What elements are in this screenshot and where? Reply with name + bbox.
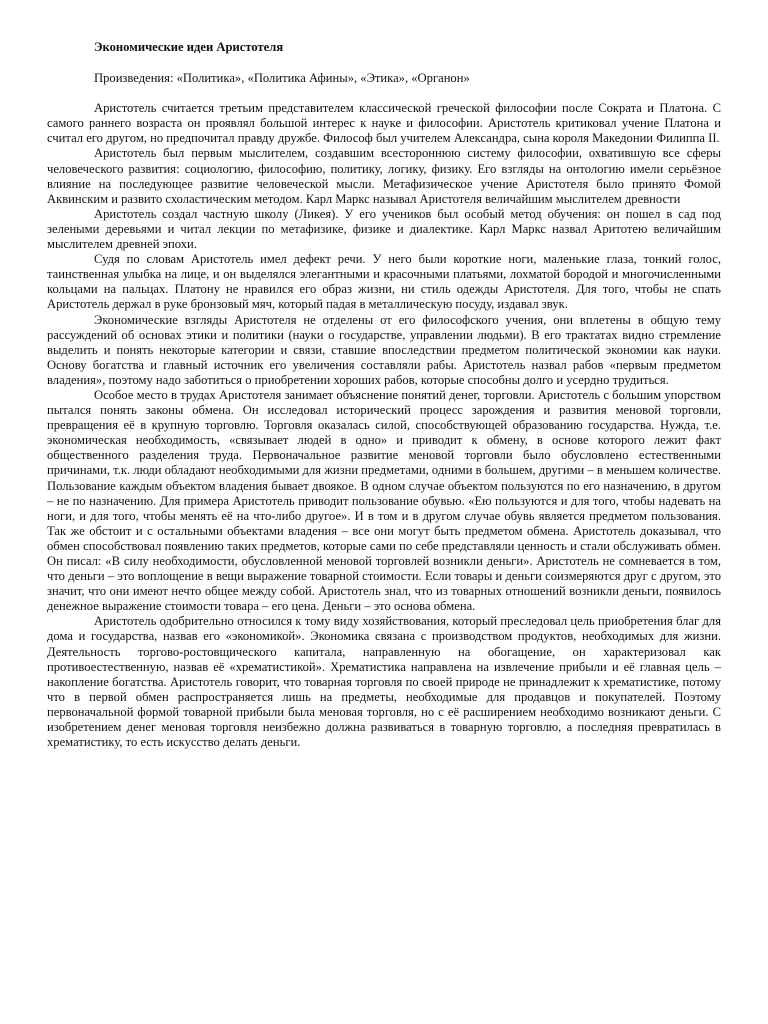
document-page (47, 40, 721, 750)
paragraph-appearance: Судя по словам Аристотель имел дефект речи. У него были короткие ноги, маленькие глаза, тонкий голос, таинственная улыбка на лице, и он выделялся элегантными и красочными платьями, лохматой бородой и многочисленными кольцами на пальцах. Платону не нравился его образ жизни, ни стиль одежды Аристотеля. Для того, чтобы не спать Аристотель держал в руке бронзовый мяч, который падая в металлическую посуду, издавал звук. (47, 252, 721, 312)
paragraph-lyceum: Аристотель создал частную школу (Ликея). У его учеников был особый метод обучения: он пошел в сад под зелеными деревьями и читал лекции по метафизике, физике и диалектике. Карл Маркс назвал Аритотею величайшим мыслителем древней эпохи. (47, 206, 721, 252)
paragraph-chrematistics: Аристотель одобрительно относился к тому виду хозяйствования, который преследовал цель приобретения благ для дома и государства, назвав его «экономикой». Экономика связана с производством продуктов, необходимых для жизни. Деятельность торгово-ростовщического капитала, направленную на обогащение, он характеризовал как противоестественную, назвав её «хрематистикой». Хрематистика направлена на извлечение прибыли и её главная цель – накопление богатства. Аристотель говорит, что товарная торговля по своей природе не принадлежит к хрематистике, потому что в первой обмен распространяется лишь на предметы, необходимые для продавцов и покупателей. Поэтому первоначальной формой товарной прибыли была меновая торговля, но с её расширением необходимо возникают деньги. С изобретением денег меновая торговля неизбежно должна развиваться в товарную торговлю, а последняя превратилась в хрематистику, то есть искусство делать деньги. (47, 614, 721, 750)
paragraph-philosophy-system: Аристотель был первым мыслителем, создавшим всестороннюю систему философии, охватившую все сферы человеческого развития: социологию, философию, политику, логику, физику. Его взгляды на онтологию имели серьёзное влияние на последующее развитие человеческой мысли. Метафизическое учение Аристотеля было принято Фомой Аквинским и развито схоластическим методом. Карл Маркс называл Аристотеля величайшим мыслителем древности (47, 146, 721, 206)
works-line: Произведения: «Политика», «Политика Афины», «Этика», «Органон» (94, 71, 470, 86)
paragraph-money-trade: Особое место в трудах Аристотеля занимает объяснение понятий денег, торговли. Аристотель с большим упорством пытался понять законы обмена. Он исследовал исторический процесс зарождения и развития меновой торговли, превращения её в крупную торговлю. Торговля оказалась силой, способствующей образованию государства. Нужда, т.е. экономическая необходимость, «связывает людей в одно» и приводит к обмену, в основе которого лежит факт общественного разделения труда. Первоначальное развитие меновой торговли было обусловлено естественными причинами, т.к. люди обладают необходимыми для жизни предметами, одними в большем, другими – в меньшем количестве. Пользование каждым объектом владения бывает двоякое. В одном случае объектом пользуются по его назначению, в другом – не по назначению. Для примера Аристотель приводит пользование обувью. «Ею пользуются и для того, чтобы надевать на ноги, и для того, чтобы менять её на что-либо другое». И в том и в другом случае обувь является предметом пользования. Так же обстоит и с остальными объектами владения – все они могут быть предметом обмена. Аристотель доказывал, что обмен способствовал появлению таких предметов, которые сами по себе представляли ценность и стали обслуживать обмен. Он писал: «В силу необходимости, обусловленной меновой торговлей возникли деньги». Аристотель не сомневается в том, что деньги – это воплощение в вещи выражение товарной стоимости. Если товары и деньги соизмеряются друг с другом, это значит, что они имеют нечто общее между собой. Аристотель знал, что из товарных отношений возникли деньги, появилось денежное выражение стоимости товара – его цена. Деньги – это основа обмена. (47, 387, 721, 614)
paragraph-economic-views: Экономические взгляды Аристотеля не отделены от его философского учения, они вплетены в общую тему рассуждений об основах этики и политики (науки о государстве, управлении людьми). В его трактатах видно стремление выделить и понять некоторые категории и связи, ставшие впоследствии предметом политической экономии как науки. Основу богатства и главный источник его увеличения составляли рабы. Аристотель назвал рабов «первым предметом владения», поэтому надо заботиться о приобретении хороших рабов, которые способны долго и усердно трудиться. (47, 312, 721, 387)
document-title: Экономические идеи Аристотеля (94, 40, 284, 54)
paragraph-intro: Аристотель считается третьим представителем классической греческой философии после Сократа и Платона. С самого раннего возраста он проявлял большой интерес к науке и философии. Аристотель критиковал учение Платона и считал его другом, но предпочитал правду дружбе. Философ был учителем Александра, сына короля Македонии Филиппа II. (47, 101, 721, 146)
